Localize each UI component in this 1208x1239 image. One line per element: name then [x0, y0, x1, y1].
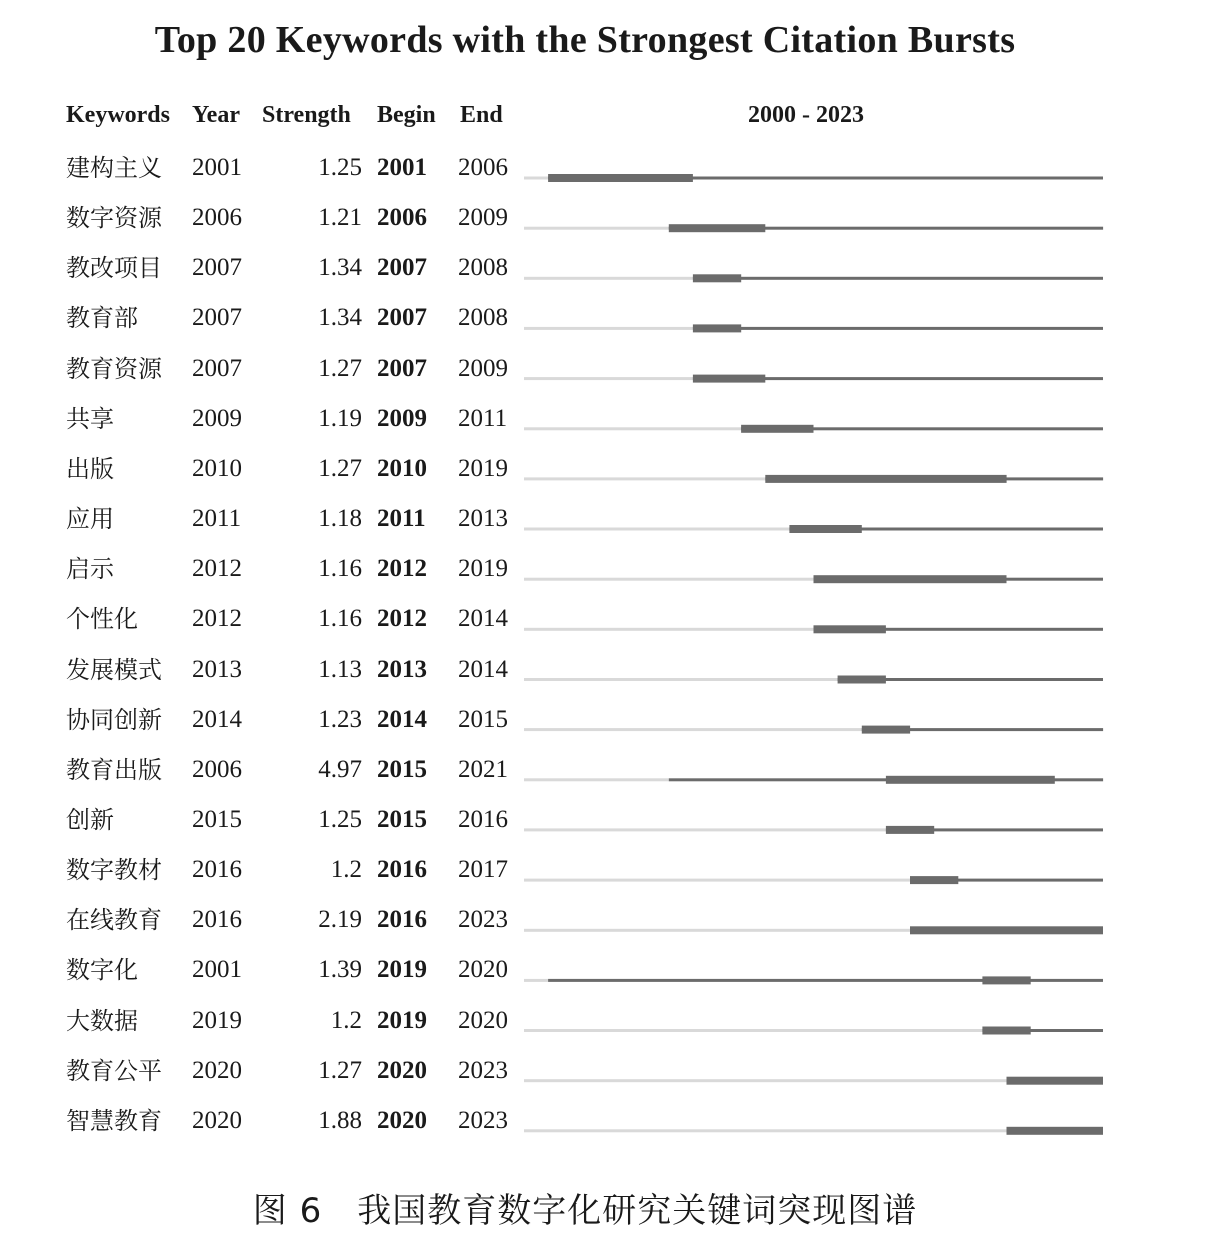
keyword-cell: 发展模式: [66, 655, 162, 684]
figure-caption: 图 6 我国教育数字化研究关键词突现图谱: [252, 1191, 918, 1231]
keyword-cell: 教改项目: [66, 254, 162, 283]
begin-cell: 2020: [377, 1056, 427, 1084]
end-cell: 2020: [458, 956, 508, 984]
burst-bar: [910, 926, 1103, 934]
strength-cell: 1.13: [318, 655, 362, 683]
keyword-cell: 智慧教育: [66, 1106, 162, 1135]
end-cell: 2023: [458, 1056, 508, 1084]
strength-cell: 1.25: [318, 154, 362, 181]
burst-bar: [693, 324, 741, 332]
keyword-cell: 教育资源: [66, 354, 162, 383]
end-cell: 2019: [458, 555, 508, 583]
burst-bar: [669, 224, 766, 232]
keyword-cell: 共享: [66, 404, 114, 433]
year-cell: 2016: [192, 906, 242, 934]
keyword-cell: 在线教育: [66, 906, 162, 935]
begin-cell: 2019: [377, 956, 427, 984]
end-cell: 2013: [458, 505, 508, 533]
keyword-cell: 出版: [66, 454, 114, 483]
chart-title: Top 20 Keywords with the Strongest Citation Bursts: [154, 19, 1016, 61]
inactive-segment: [524, 427, 741, 430]
strength-cell: 1.39: [318, 956, 362, 984]
year-cell: 2014: [192, 705, 242, 733]
inactive-segment: [524, 578, 814, 581]
strength-cell: 1.27: [318, 354, 362, 382]
burst-bar: [789, 525, 861, 533]
inactive-segment: [524, 277, 693, 280]
inactive-segment: [524, 327, 693, 330]
strength-cell: 2.19: [318, 906, 362, 934]
inactive-segment: [524, 1029, 982, 1032]
end-cell: 2008: [458, 254, 508, 282]
keyword-cell: 应用: [66, 505, 114, 534]
end-cell: 2014: [458, 655, 508, 683]
keyword-cell: 建构主义: [66, 154, 162, 182]
burst-bar: [693, 274, 741, 282]
end-cell: 2014: [458, 605, 508, 633]
end-cell: 2023: [458, 906, 508, 934]
begin-cell: 2009: [377, 404, 427, 432]
end-cell: 2023: [458, 1106, 508, 1134]
end-cell: 2020: [458, 1006, 508, 1034]
begin-cell: 2012: [377, 555, 427, 583]
burst-bar: [910, 876, 958, 884]
burst-bar: [1007, 1127, 1104, 1135]
year-cell: 2007: [192, 354, 242, 382]
end-cell: 2009: [458, 354, 508, 382]
begin-cell: 2014: [377, 705, 427, 733]
begin-cell: 2015: [377, 805, 427, 833]
burst-bar: [814, 575, 1007, 583]
end-cell: 2015: [458, 705, 508, 733]
year-cell: 2009: [192, 404, 242, 432]
keyword-cell: 教育公平: [66, 1056, 162, 1085]
strength-cell: 1.19: [318, 404, 362, 432]
burst-bar: [886, 826, 934, 834]
header-year: Year: [192, 102, 240, 128]
year-cell: 2020: [192, 1056, 242, 1084]
begin-cell: 2010: [377, 454, 427, 482]
burst-bar: [814, 625, 886, 633]
year-cell: 2001: [192, 154, 242, 181]
begin-cell: 2001: [377, 154, 427, 181]
year-cell: 2020: [192, 1106, 242, 1134]
keyword-cell: 数字化: [66, 956, 138, 985]
end-cell: 2009: [458, 204, 508, 232]
inactive-segment: [524, 728, 862, 731]
keyword-cell: 数字资源: [66, 204, 162, 233]
strength-cell: 1.27: [318, 1056, 362, 1084]
keyword-cell: 启示: [66, 555, 114, 584]
begin-cell: 2019: [377, 1006, 427, 1034]
year-cell: 2011: [192, 505, 242, 533]
inactive-segment: [524, 528, 789, 531]
begin-cell: 2007: [377, 354, 427, 382]
keyword-cell: 协同创新: [66, 705, 162, 734]
inactive-segment: [524, 477, 765, 480]
burst-bar: [741, 425, 813, 433]
begin-cell: 2016: [377, 906, 427, 934]
end-cell: 2017: [458, 856, 508, 884]
header-end: End: [460, 102, 503, 128]
header-keywords: Keywords: [66, 102, 170, 128]
strength-cell: 1.18: [318, 505, 362, 533]
header-strength: Strength: [262, 102, 351, 128]
begin-cell: 2006: [377, 204, 427, 232]
year-cell: 2010: [192, 454, 242, 482]
year-cell: 2012: [192, 605, 242, 633]
strength-cell: 1.34: [318, 254, 362, 282]
year-cell: 2015: [192, 805, 242, 833]
begin-cell: 2007: [377, 304, 427, 332]
strength-cell: 1.27: [318, 454, 362, 482]
strength-cell: 4.97: [318, 755, 362, 783]
end-cell: 2011: [458, 404, 508, 432]
year-cell: 2006: [192, 755, 242, 783]
end-cell: 2016: [458, 805, 508, 833]
strength-cell: 1.16: [318, 605, 362, 633]
year-cell: 2007: [192, 254, 242, 282]
strength-cell: 1.34: [318, 304, 362, 332]
year-cell: 2006: [192, 204, 242, 232]
end-cell: 2008: [458, 304, 508, 332]
active-segment: [693, 277, 1103, 280]
strength-cell: 1.2: [330, 856, 362, 884]
inactive-segment: [524, 828, 886, 831]
strength-cell: 1.21: [318, 204, 362, 232]
inactive-segment: [524, 929, 910, 932]
inactive-segment: [524, 879, 910, 882]
keyword-cell: 教育部: [66, 304, 138, 333]
strength-cell: 1.2: [330, 1006, 362, 1034]
inactive-segment: [524, 778, 669, 781]
burst-bar: [886, 776, 1055, 784]
begin-cell: 2012: [377, 605, 427, 633]
burst-bar: [1007, 1077, 1104, 1085]
begin-cell: 2011: [377, 505, 426, 533]
year-cell: 2016: [192, 856, 242, 884]
burst-bar: [982, 976, 1030, 984]
inactive-segment: [524, 227, 669, 230]
header-range: 2000 - 2023: [748, 102, 864, 128]
inactive-segment: [524, 177, 548, 180]
inactive-segment: [524, 979, 548, 982]
strength-cell: 1.23: [318, 705, 362, 733]
active-segment: [693, 327, 1103, 330]
burst-bar: [765, 475, 1006, 483]
begin-cell: 2015: [377, 755, 427, 783]
end-cell: 2006: [458, 154, 508, 181]
end-cell: 2019: [458, 454, 508, 482]
inactive-segment: [524, 1129, 1007, 1132]
inactive-segment: [524, 1079, 1007, 1082]
year-cell: 2013: [192, 655, 242, 683]
burst-bar: [982, 1027, 1030, 1035]
year-cell: 2019: [192, 1006, 242, 1034]
strength-cell: 1.16: [318, 555, 362, 583]
keyword-cell: 个性化: [66, 605, 138, 634]
begin-cell: 2016: [377, 856, 427, 884]
keyword-cell: 数字教材: [66, 856, 162, 885]
burst-bar: [838, 676, 886, 684]
burst-bar: [862, 726, 910, 734]
year-cell: 2012: [192, 555, 242, 583]
strength-cell: 1.88: [318, 1106, 362, 1134]
inactive-segment: [524, 628, 814, 631]
begin-cell: 2020: [377, 1106, 427, 1134]
header-begin: Begin: [377, 102, 436, 128]
burst-bar: [693, 375, 765, 383]
begin-cell: 2013: [377, 655, 427, 683]
burst-bar: [548, 174, 693, 182]
year-cell: 2001: [192, 956, 242, 984]
inactive-segment: [524, 678, 838, 681]
inactive-segment: [524, 377, 693, 380]
end-cell: 2021: [458, 755, 508, 783]
keyword-cell: 大数据: [66, 1006, 138, 1035]
keyword-cell: 创新: [66, 805, 114, 834]
begin-cell: 2007: [377, 254, 427, 282]
year-cell: 2007: [192, 304, 242, 332]
strength-cell: 1.25: [318, 805, 362, 833]
keyword-cell: 教育出版: [66, 755, 162, 784]
